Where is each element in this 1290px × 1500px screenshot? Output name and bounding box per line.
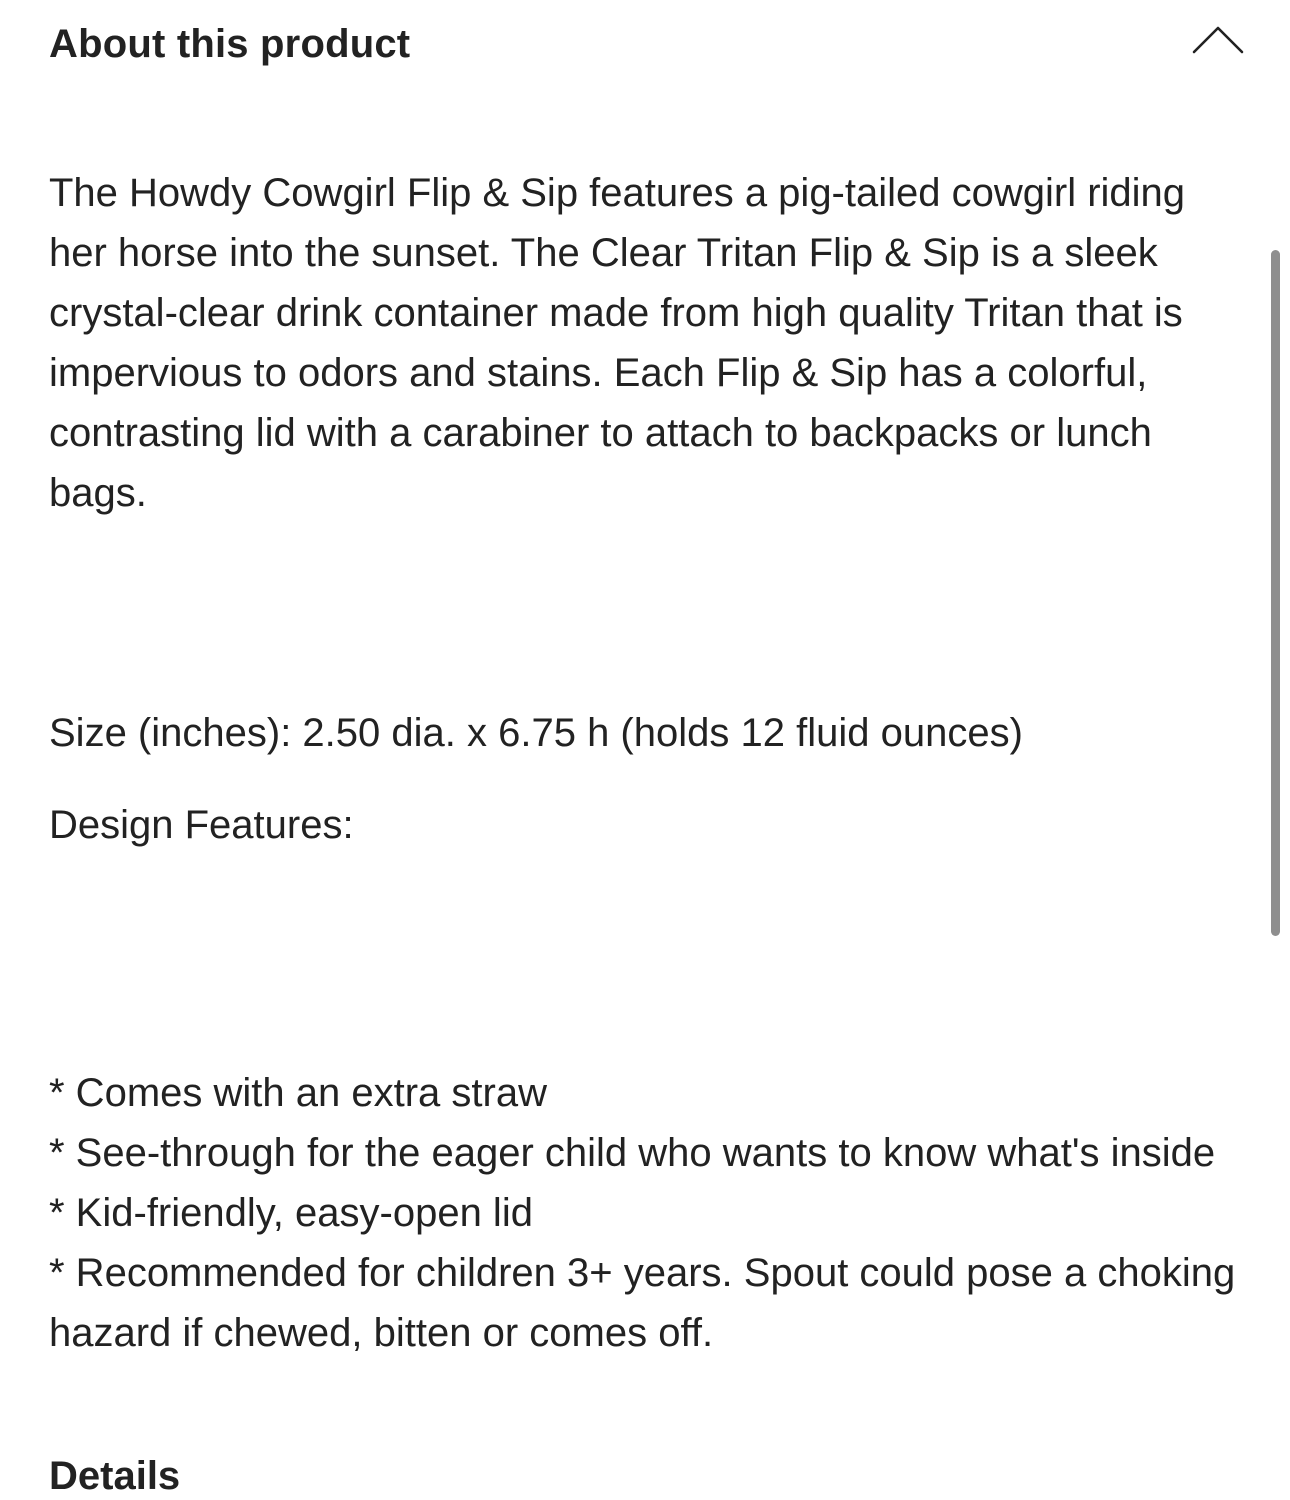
section-title: About this product: [49, 22, 411, 66]
details-section-title[interactable]: Details: [49, 1454, 181, 1498]
design-features-label: Design Features:: [49, 803, 354, 847]
list-item: * See-through for the eager child who wants to know what's inside: [49, 1131, 1216, 1175]
product-description: The Howdy Cowgirl Flip & Sip features a pig-tailed cowgirl riding her horse into the sunset. The Clear Tritan Flip & Sip is a sleek crystal-clear drink container made from high quality Tritan that is impervious to odors and stains. Each Flip & Sip has a colorful, contrasting lid with a carabiner to attach to backpacks or lunch bags.: [49, 171, 1186, 515]
list-item: * Comes with an extra straw: [49, 1071, 547, 1115]
scrollbar[interactable]: [1271, 250, 1280, 936]
about-product-header[interactable]: [0, 0, 1290, 92]
feature-list: [49, 1063, 1249, 1363]
chevron-up-icon[interactable]: [1192, 24, 1244, 58]
list-item: * Recommended for children 3+ years. Spout could pose a choking hazard if chewed, bitten or comes off.: [49, 1251, 1236, 1355]
list-item: * Kid-friendly, easy-open lid: [49, 1191, 533, 1235]
product-size: Size (inches): 2.50 dia. x 6.75 h (holds 12 fluid ounces): [49, 711, 1023, 755]
